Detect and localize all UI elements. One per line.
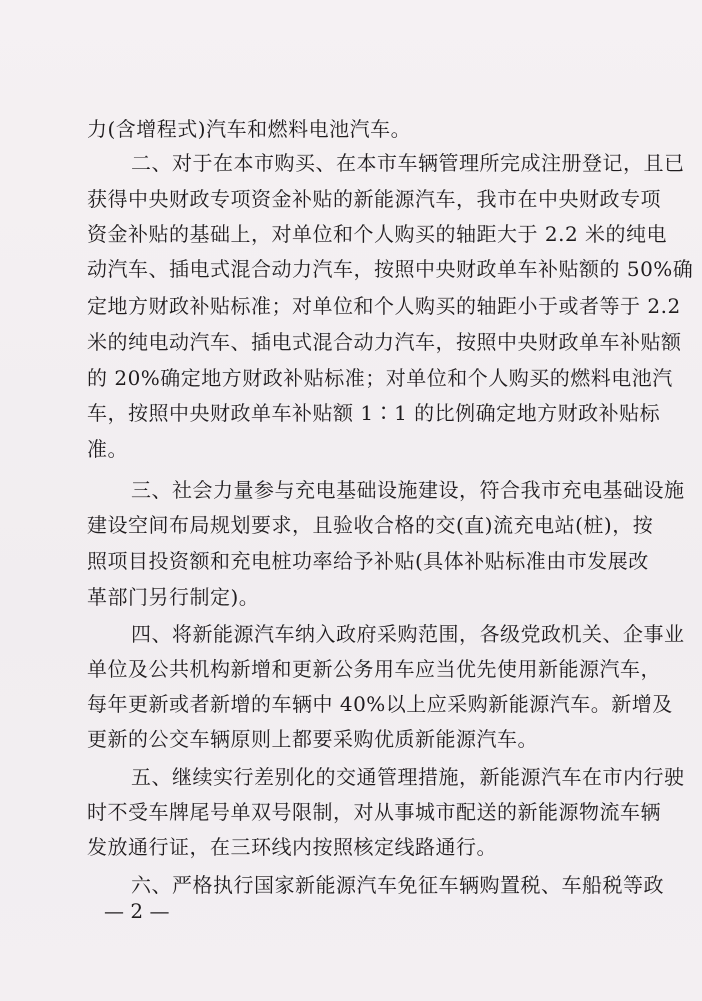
text-line: 六、严格执行国家新能源汽车免征车辆购置税、车船税等政 bbox=[131, 873, 664, 897]
text-line: 五、继续实行差别化的交通管理措施，新能源汽车在市内行驶 bbox=[131, 765, 685, 789]
text-line: 三、社会力量参与充电基础设施建设，符合我市充电基础设施 bbox=[131, 478, 685, 502]
text-line: 时不受车牌尾号单双号限制，对从事城市配送的新能源物流车辆 bbox=[87, 800, 661, 824]
text-line: 力(含增程式)汽车和燃料电池汽车。 bbox=[87, 117, 412, 141]
text-line: 二、对于在本市购买、在本市车辆管理所完成注册登记，且已 bbox=[131, 151, 685, 175]
text-line: 米的纯电动汽车、插电式混合动力汽车，按照中央财政单车补贴额 bbox=[87, 330, 682, 354]
text-line: 定地方财政补贴标准；对单位和个人购买的轴距小于或者等于 2.2 bbox=[87, 294, 681, 318]
text-line: 获得中央财政专项资金补贴的新能源汽车，我市在中央财政专项 bbox=[87, 187, 661, 211]
text-line: 建设空间布局规划要求，且验收合格的交(直)流充电站(桩)，按 bbox=[87, 513, 654, 537]
text-line: 准。 bbox=[87, 437, 128, 461]
text-line: 四、将新能源汽车纳入政府采购范围，各级党政机关、企事业 bbox=[131, 622, 685, 646]
text-line: 更新的公交车辆原则上都要采购优质新能源汽车。 bbox=[87, 727, 538, 751]
text-line: 每年更新或者新增的车辆中 40%以上应采购新能源汽车。新增及 bbox=[87, 692, 673, 716]
text-line: 发放通行证，在三环线内按照核定线路通行。 bbox=[87, 835, 497, 859]
text-line: 资金补贴的基础上，对单位和个人购买的轴距大于 2.2 米的纯电 bbox=[87, 222, 668, 246]
text-line: 动汽车、插电式混合动力汽车，按照中央财政单车补贴额的 50%确 bbox=[87, 257, 694, 281]
text-line: 照项目投资额和充电桩功率给予补贴(具体补贴标准由市发展改 bbox=[87, 549, 649, 573]
text-line: 的 20%确定地方财政补贴标准；对单位和个人购买的燃料电池汽 bbox=[87, 366, 673, 390]
text-line: 车，按照中央财政单车补贴额 1∶1 的比例确定地方财政补贴标 bbox=[87, 401, 661, 425]
page-number: — 2 — bbox=[104, 899, 170, 923]
text-line: 革部门另行制定)。 bbox=[87, 585, 260, 609]
text-line: 单位及公共机构新增和更新公务用车应当优先使用新能源汽车， bbox=[87, 657, 661, 681]
